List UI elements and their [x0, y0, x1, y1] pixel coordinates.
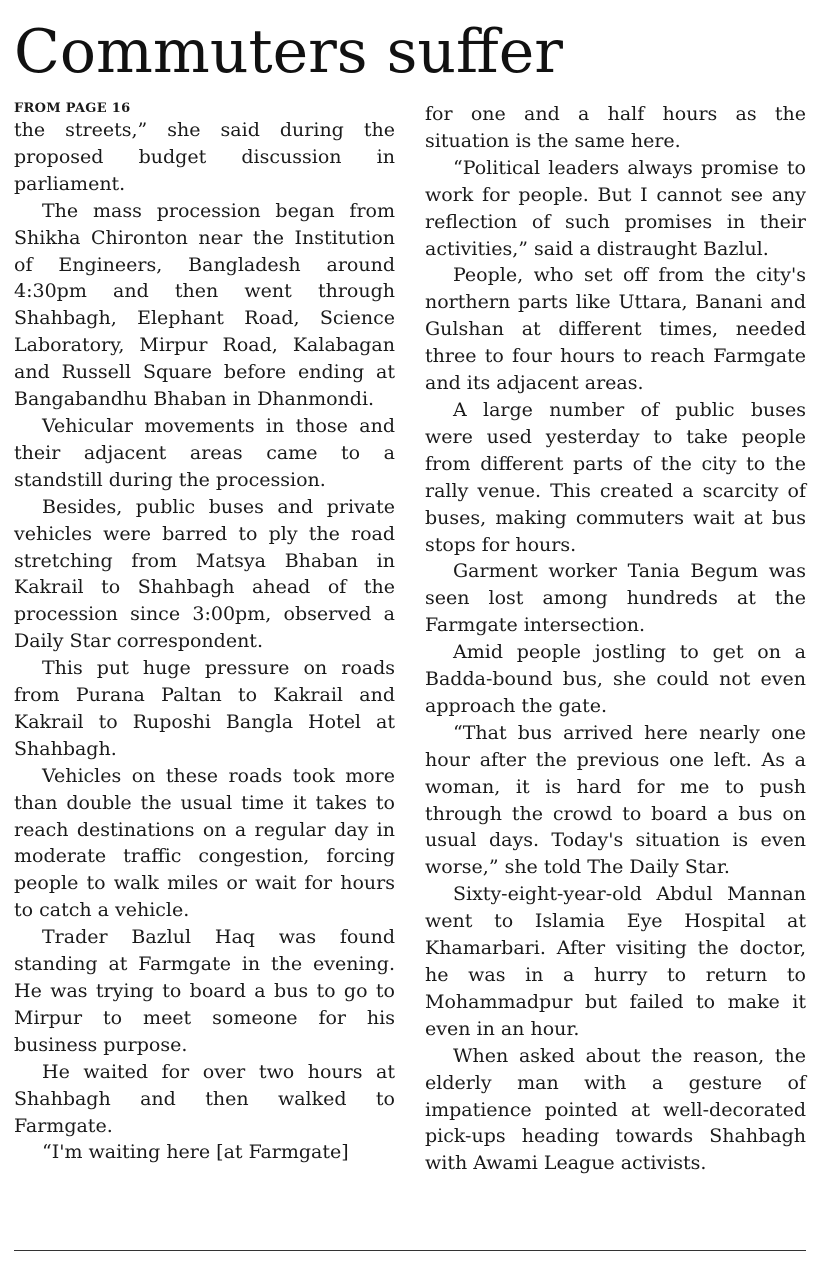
paragraph: Garment worker Tania Begum was seen lost among hundreds at the Farmgate intersection. [425, 560, 806, 637]
paragraph: the streets,” she said during the proposed budget discussion in parliament. [14, 119, 395, 195]
bottom-rule [14, 1250, 806, 1251]
article-body [14, 101, 806, 1177]
paragraph: Sixty-eight-year-old Abdul Mannan went to Islamia Eye Hospital at Khamarbari. After visiting the doctor, he was in a hurry to return to Mohammadpur but failed to make it even in an hour. [425, 883, 806, 1040]
paragraph: When asked about the reason, the elderly man with a gesture of impatience pointed at well-decorated pick-ups heading towards Shahbagh with Awami League activists. [425, 1044, 806, 1175]
paragraph: for one and a half hours as the situation is the same here. [425, 103, 806, 152]
paragraph: “That bus arrived here nearly one hour after the previous one left. As a woman, it is hard for me to push through the crowd to board a bus on usual days. Today's situation is even worse,” she told The Daily Star. [425, 721, 806, 879]
headline: Commuters suffer [14, 17, 563, 87]
paragraph: Vehicles on these roads took more than double the usual time it takes to reach destinations on a regular day in moderate traffic congestion, forcing people to walk miles or wait for hours to catch a vehicle. [14, 764, 395, 922]
paragraph: He waited for over two hours at Shahbagh and then walked to Farmgate. [14, 1060, 395, 1137]
paragraph: Besides, public buses and private vehicles were barred to ply the road stretching from Matsya Bhaban in Kakrail to Shahbagh ahead of the procession since 3:00pm, observed a Daily Star correspondent. [14, 495, 395, 653]
paragraph: People, who set off from the city's northern parts like Uttara, Banani and Gulshan at different times, needed three to four hours to reach Farmgate and its adjacent areas. [425, 264, 806, 395]
left-column [14, 101, 395, 1177]
paragraph: Amid people jostling to get on a Badda-bound bus, she could not even approach the gate. [425, 641, 806, 717]
paragraph: Trader Bazlul Haq was found standing at Farmgate in the evening. He was trying to board a bus to go to Mirpur to meet someone for his business purpose. [14, 926, 395, 1056]
paragraph: Vehicular movements in those and their adjacent areas came to a standstill during the procession. [14, 414, 395, 491]
paragraph: The mass procession began from Shikha Chironton near the Institution of Engineers, Bangladesh around 4:30pm and then went through Shahbagh, Elephant Road, Science Laboratory, Mirpur Road, Kalabagan and Russell Square before ending at Bangabandhu Bhaban in Dhanmondi. [14, 199, 395, 411]
paragraph: “I'm waiting here [at Farmgate] [42, 1141, 349, 1164]
paragraph: A large number of public buses were used yesterday to take people from different parts of the city to the rally venue. This created a scarcity of buses, making commuters wait at bus stops for hours. [425, 398, 806, 556]
jump-line: FROM PAGE 16 [14, 101, 131, 116]
paragraph: This put huge pressure on roads from Purana Paltan to Kakrail and Kakrail to Ruposhi Bangla Hotel at Shahbagh. [14, 657, 395, 760]
right-column [425, 101, 806, 1177]
paragraph: “Political leaders always promise to work for people. But I cannot see any reflection of such promises in their activities,” said a distraught Bazlul. [425, 156, 806, 260]
